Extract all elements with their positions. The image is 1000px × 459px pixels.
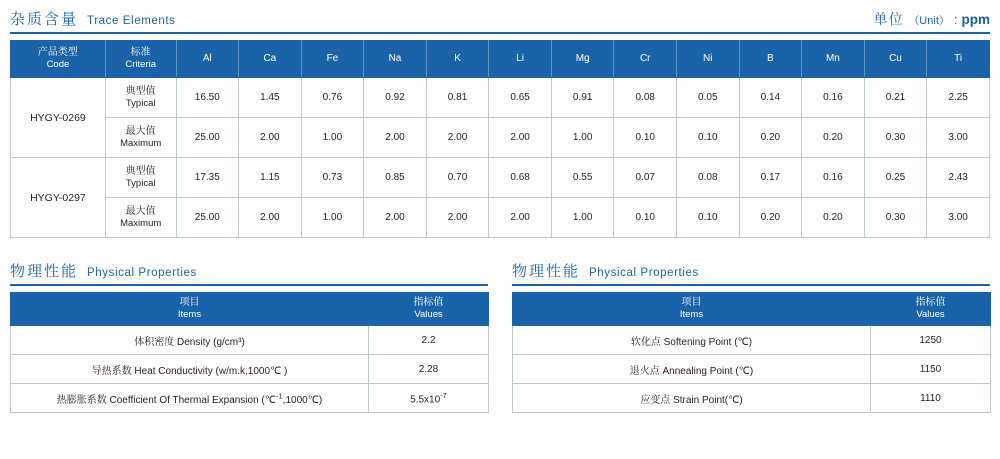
property-value: 1250 [871,326,991,355]
table-row [11,384,489,413]
cell-li: 0.68 [489,158,552,198]
physical-right-title-cn: 物理性能 [512,262,581,280]
cell-mg: 1.00 [551,198,614,238]
cell-k: 2.00 [426,198,489,238]
cell-ti: 3.00 [927,198,990,238]
cell-ti: 2.25 [927,78,990,118]
cell-b: 0.20 [739,118,802,158]
table-row [513,326,991,355]
unit-label-en: （Unit） [908,15,950,27]
table-row [11,118,990,158]
physical-properties-right [512,260,990,413]
trace-title-en: Trace Elements [87,15,176,27]
cell-b: 0.14 [739,78,802,118]
cell-cr: 0.07 [614,158,677,198]
criteria-label: 最大值 Maximum [105,118,176,158]
table-header-row [11,293,489,326]
cell-fe: 0.76 [301,78,364,118]
col-header-ti: Ti [927,41,990,78]
col-header-na: Na [364,41,427,78]
cell-na: 2.00 [364,118,427,158]
cell-al: 17.35 [176,158,239,198]
table-row [11,326,489,355]
cell-mn: 0.16 [802,78,865,118]
physical-right-title-en: Physical Properties [589,267,699,279]
physical-right-table [512,292,991,413]
table-row [11,355,489,384]
property-item: 应变点 Strain Point(℃) [513,384,871,413]
cell-na: 0.92 [364,78,427,118]
cell-mn: 0.20 [802,118,865,158]
cell-fe: 0.73 [301,158,364,198]
physical-left-title-cn: 物理性能 [10,262,79,280]
cell-cu: 0.25 [864,158,927,198]
col-header-mg: Mg [551,41,614,78]
physical-properties-section [10,260,990,413]
table-row [513,355,991,384]
cell-li: 2.00 [489,118,552,158]
cell-ca: 1.45 [239,78,302,118]
property-value: $5.5x10^{-7}$ [369,384,489,413]
cell-li: 2.00 [489,198,552,238]
physical-left-header [10,260,488,286]
property-item: 软化点 Softening Point (℃) [513,326,871,355]
table-row [513,384,991,413]
cell-al: 25.00 [176,118,239,158]
cell-ni: 0.05 [677,78,740,118]
product-code: HYGY-0269 [11,78,106,158]
cell-k: 0.81 [426,78,489,118]
cell-ca: 2.00 [239,118,302,158]
unit-label-cn: 单位 [873,12,905,28]
cell-ti: 3.00 [927,118,990,158]
col-header-b: B [739,41,802,78]
property-item: 导热系数 Heat Conductivity (w/m.k,1000℃ ) [11,355,369,384]
cell-fe: 1.00 [301,198,364,238]
col-header-criteria: 标准 Criteria [105,41,176,78]
cell-cu: 0.21 [864,78,927,118]
property-value: 2.28 [369,355,489,384]
unit-colon: : [953,12,958,27]
col-header-li: Li [489,41,552,78]
cell-k: 2.00 [426,118,489,158]
cell-ca: 1.15 [239,158,302,198]
cell-ca: 2.00 [239,198,302,238]
table-row [11,78,990,118]
criteria-label: 最大值 Maximum [105,198,176,238]
trace-title-cn: 杂质含量 [10,10,79,28]
col-header-cr: Cr [614,41,677,78]
cell-mn: 0.16 [802,158,865,198]
col-header-k: K [426,41,489,78]
table-header-row [513,293,991,326]
trace-title-group [10,8,176,29]
table-row [11,158,990,198]
cell-ti: 2.43 [927,158,990,198]
property-value: 1110 [871,384,991,413]
table-header-row [11,41,990,78]
cell-k: 0.70 [426,158,489,198]
col-header-values: 指标值 Values [369,293,489,326]
cell-mg: 0.55 [551,158,614,198]
col-header-code: 产品类型 Code [11,41,106,78]
col-header-mn: Mn [802,41,865,78]
criteria-label: 典型值 Typical [105,78,176,118]
cell-cr: 0.10 [614,198,677,238]
trace-elements-table [10,40,990,238]
cell-li: 0.65 [489,78,552,118]
col-header-ni: Ni [677,41,740,78]
cell-ni: 0.10 [677,118,740,158]
criteria-label: 典型值 Typical [105,158,176,198]
col-header-items: 项目 Items [513,293,871,326]
cell-mg: 1.00 [551,118,614,158]
product-code: HYGY-0297 [11,158,106,238]
cell-al: 25.00 [176,198,239,238]
property-item: 体积密度 Density (g/cm³) [11,326,369,355]
unit-group [873,9,990,29]
col-header-ca: Ca [239,41,302,78]
physical-left-title-en: Physical Properties [87,267,197,279]
cell-na: 0.85 [364,158,427,198]
cell-b: 0.20 [739,198,802,238]
cell-cu: 0.30 [864,118,927,158]
col-header-cu: Cu [864,41,927,78]
property-item: 退火点 Annealing Point (℃) [513,355,871,384]
property-value: 1150 [871,355,991,384]
physical-right-header [512,260,990,286]
property-item: 热膨胀系数 Coefficient Of Thermal Expansion (℃$^{-1}$,1000℃) [11,384,369,413]
physical-left-table [10,292,489,413]
cell-fe: 1.00 [301,118,364,158]
cell-cr: 0.10 [614,118,677,158]
trace-elements-header [10,8,990,34]
property-value: 2.2 [369,326,489,355]
cell-mg: 0.91 [551,78,614,118]
col-header-al: Al [176,41,239,78]
cell-cr: 0.08 [614,78,677,118]
col-header-items: 项目 Items [11,293,369,326]
unit-value: ppm [961,12,990,27]
table-row [11,198,990,238]
col-header-fe: Fe [301,41,364,78]
col-header-values: 指标值 Values [871,293,991,326]
cell-b: 0.17 [739,158,802,198]
cell-al: 16.50 [176,78,239,118]
cell-ni: 0.10 [677,198,740,238]
cell-ni: 0.08 [677,158,740,198]
cell-cu: 0.30 [864,198,927,238]
cell-mn: 0.20 [802,198,865,238]
cell-na: 2.00 [364,198,427,238]
physical-properties-left [10,260,488,413]
